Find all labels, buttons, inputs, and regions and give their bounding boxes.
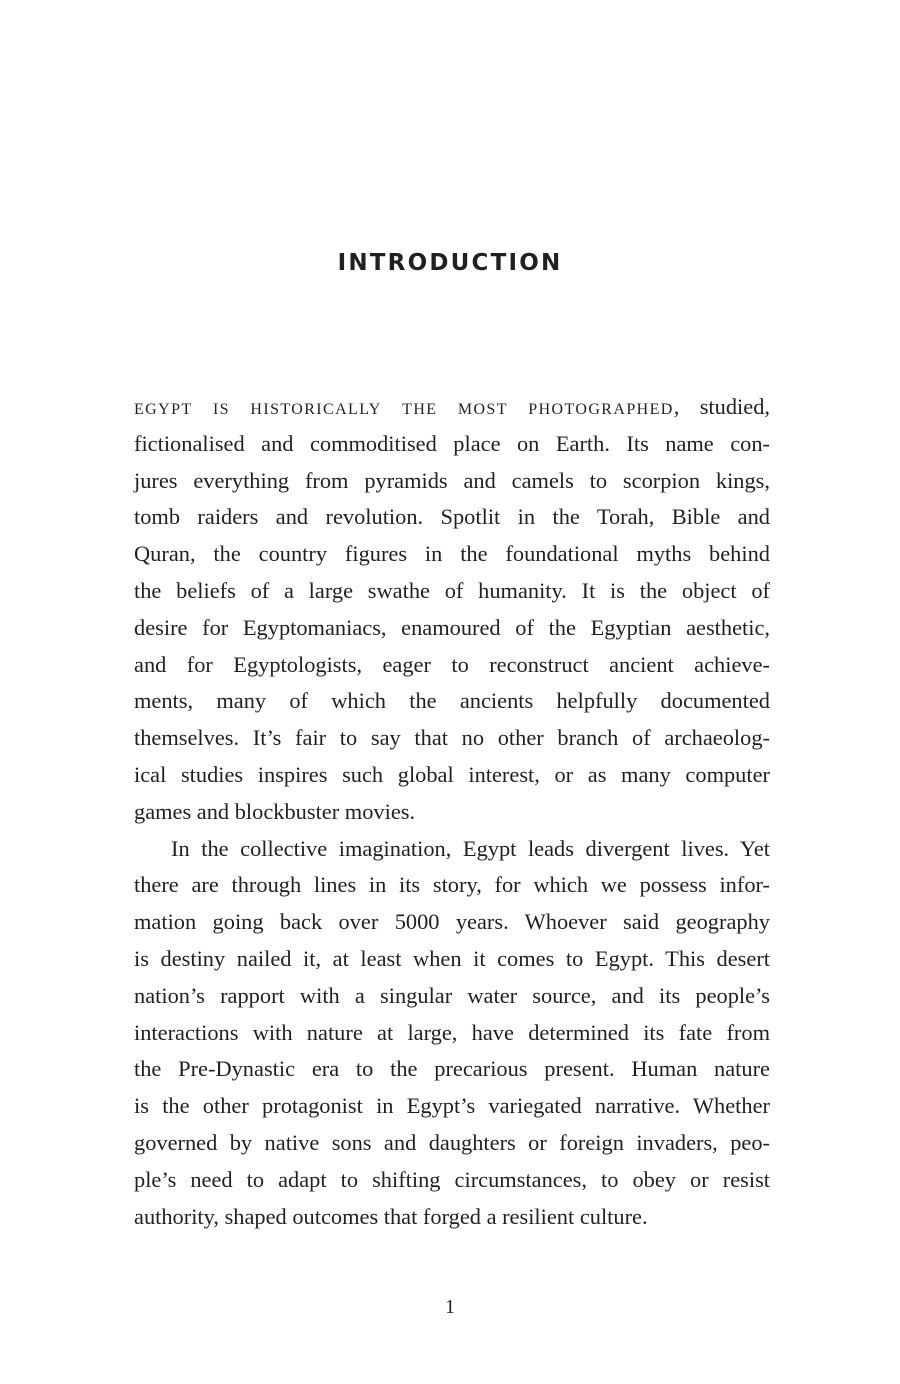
paragraph-line: Quran, the country figures in the foundational myths behind [134, 541, 770, 567]
paragraph-line: and for Egyptologists, eager to reconstruct ancient achieve- [134, 651, 770, 677]
paragraph-line: nation’s rapport with a singular water source, and its people’s [134, 982, 770, 1008]
paragraph-line: games and blockbuster movies. [134, 798, 416, 824]
lead-in-smallcaps: egypt is historically the most photographed, [134, 394, 681, 419]
paragraph-line: In the collective imagination, Egypt leads divergent lives. Yet [171, 835, 770, 861]
paragraph-line: desire for Egyptomaniacs, enamoured of the Egyptian aesthetic, [134, 614, 770, 640]
paragraph-line: fictionalised and commoditised place on Earth. Its name con- [134, 430, 770, 456]
line-text: studied, [680, 394, 770, 419]
page-number: 1 [445, 1296, 455, 1318]
paragraph-line: mation going back over 5000 years. Whoever said geography [134, 909, 770, 935]
paragraph-line: the Pre-Dynastic era to the precarious present. Human nature [134, 1056, 770, 1082]
chapter-title: INTRODUCTION [337, 250, 563, 276]
paragraph-line: the beliefs of a large swathe of humanity. It is the object of [134, 577, 770, 603]
paragraph-line: tomb raiders and revolution. Spotlit in the Torah, Bible and [134, 504, 770, 530]
paragraph-line: is destiny nailed it, at least when it comes to Egypt. This desert [134, 945, 770, 971]
paragraph-line: ments, many of which the ancients helpfully documented [134, 688, 770, 714]
paragraph-line [134, 389, 770, 426]
paragraph-line: interactions with nature at large, have determined its fate from [134, 1019, 770, 1045]
paragraph-line: there are through lines in its story, for which we possess infor- [134, 872, 770, 898]
paragraph-line: themselves. It’s fair to say that no other branch of archaeolog- [134, 725, 770, 751]
paragraph-line: governed by native sons and daughters or foreign invaders, peo- [134, 1129, 770, 1155]
paragraph-line: jures everything from pyramids and camels to scorpion kings, [134, 467, 770, 493]
paragraph-line: ical studies inspires such global interest, or as many computer [134, 761, 770, 787]
paragraph-line: ple’s need to adapt to shifting circumstances, to obey or resist [134, 1166, 770, 1192]
paragraph-line: is the other protagonist in Egypt’s variegated narrative. Whether [134, 1093, 770, 1119]
body-text [134, 389, 770, 1235]
paragraph-line: authority, shaped outcomes that forged a resilient culture. [134, 1203, 648, 1229]
